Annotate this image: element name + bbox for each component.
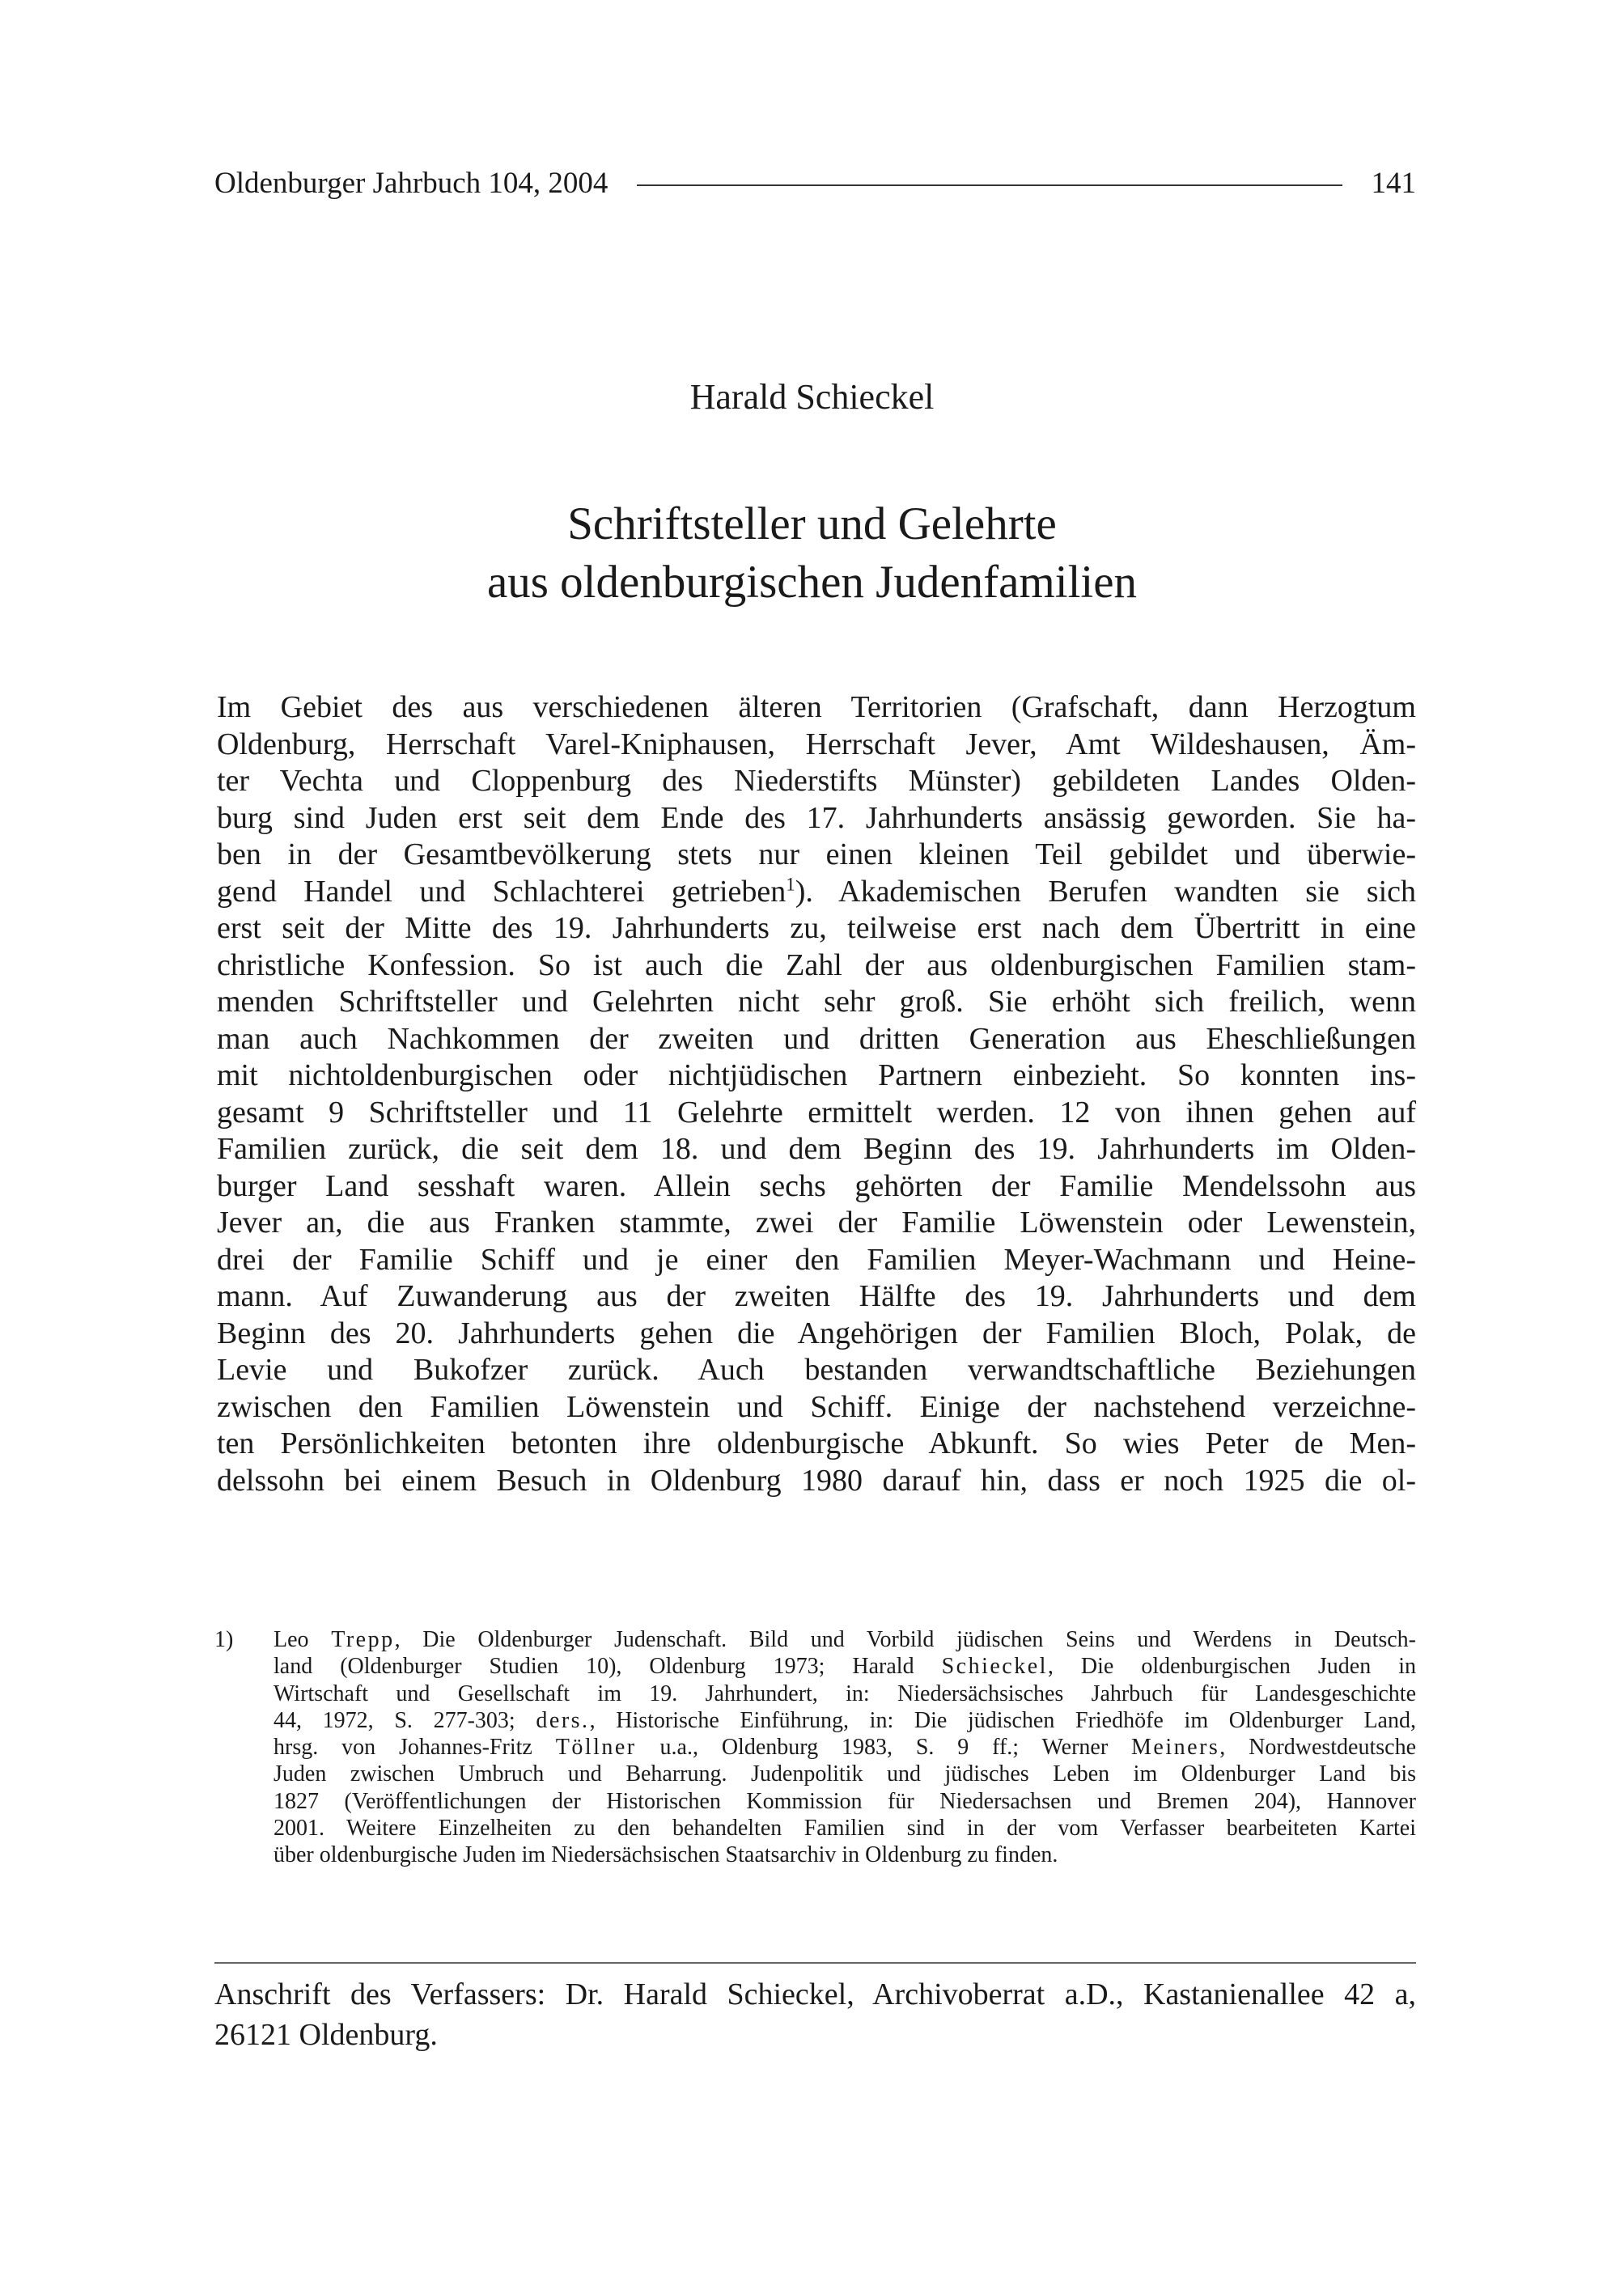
footnote-line: Wirtschaft und Gesellschaft im 19. Jahrhundert, in: Niedersächsisches Jahrbuch für Landesgeschichte bbox=[273, 1681, 1416, 1706]
article-title bbox=[0, 495, 1624, 612]
body-line: ter Vechta und Cloppenburg des Niederstifts Münster) gebildeten Landes Olden- bbox=[217, 764, 1416, 798]
address-line-1: Anschrift des Verfassers: Dr. Harald Schieckel, Archivoberrat a.D., Kastanienallee 42 a, bbox=[214, 1977, 1416, 2011]
body-line: erst seit der Mitte des 19. Jahrhunderts zu, teilweise erst nach dem Übertritt in eine bbox=[217, 911, 1416, 945]
body-line: zwischen den Familien Löwenstein und Schiff. Einige der nachstehend verzeichne- bbox=[217, 1389, 1416, 1424]
footnote-text: land (Oldenburger Studien 10), Oldenburg 1973; Harald bbox=[273, 1654, 942, 1680]
footnote-line: Juden zwischen Umbruch und Beharrung. Judenpolitik und jüdisches Leben im Oldenburger Land bis bbox=[273, 1761, 1416, 1787]
body-line: gesamt 9 Schriftsteller und 11 Gelehrte ermittelt werden. 12 von ihnen gehen auf bbox=[217, 1095, 1416, 1130]
header-rule bbox=[637, 184, 1342, 186]
body-line: christliche Konfession. So ist auch die Zahl der aus oldenburgischen Familien stam- bbox=[217, 947, 1416, 982]
footnote-line bbox=[273, 1653, 1416, 1680]
body-line: burger Land sesshaft waren. Allein sechs gehörten der Familie Mendelssohn aus bbox=[217, 1168, 1416, 1203]
address-line-2: 26121 Oldenburg. bbox=[214, 2018, 438, 2052]
body-line: mann. Auf Zuwanderung aus der zweiten Hälfte des 19. Jahrhunderts und dem bbox=[217, 1279, 1416, 1313]
footnote-number: 1) bbox=[214, 1627, 234, 1652]
body-line: ben in der Gesamtbevölkerung stets nur einen kleinen Teil gebildet und überwie- bbox=[217, 837, 1416, 871]
body-line: Oldenburg, Herrschaft Varel-Kniphausen, Herrschaft Jever, Amt Wildeshausen, Äm- bbox=[217, 727, 1416, 761]
body-line: Levie und Bukofzer zurück. Auch bestanden verwandtschaftliche Beziehungen bbox=[217, 1353, 1416, 1387]
footnote-text: 44, 1972, S. 277-303; bbox=[273, 1707, 536, 1733]
footnote-text: , Nordwestdeutsche bbox=[1219, 1735, 1417, 1761]
running-head bbox=[214, 166, 1416, 201]
footnote-line bbox=[273, 1707, 1416, 1734]
footnote-body bbox=[273, 1626, 1416, 1869]
body-line: Jever an, die aus Franken stammte, zwei der Familie Löwenstein oder Lewenstein, bbox=[217, 1206, 1416, 1240]
cited-author: Trepp bbox=[331, 1627, 395, 1652]
footnote-line: 1827 (Veröffentlichungen der Historischen Kommission für Niedersachsen und Bremen 204), Hannover bbox=[273, 1788, 1416, 1814]
cited-author: Meiners bbox=[1131, 1735, 1220, 1761]
footnote-text: , Die oldenburgischen Juden in bbox=[1047, 1654, 1416, 1680]
cited-author: Schieckel bbox=[941, 1654, 1048, 1680]
journal-title: Oldenburger Jahrbuch 104, 2004 bbox=[214, 167, 608, 200]
address-rule bbox=[214, 1962, 1416, 1964]
body-line: delssohn bei einem Besuch in Oldenburg 1980 darauf hin, dass er noch 1925 die ol- bbox=[217, 1463, 1416, 1498]
body-line: man auch Nachkommen der zweiten und dritten Generation aus Eheschließungen bbox=[217, 1021, 1416, 1056]
footnote-reference: 1 bbox=[786, 873, 795, 894]
title-line-2: aus oldenburgischen Judenfamilien bbox=[486, 557, 1138, 608]
body-text bbox=[217, 689, 1416, 1499]
body-line: mit nichtoldenburgischen oder nichtjüdischen Partnern einbezieht. So konnten ins- bbox=[217, 1058, 1416, 1092]
body-line: Beginn des 20. Jahrhunderts gehen die Angehörigen der Familien Bloch, Polak, de bbox=[217, 1316, 1416, 1350]
body-line: burg sind Juden erst seit dem Ende des 17. Jahrhunderts ansässig geworden. Sie ha- bbox=[217, 800, 1416, 835]
cited-author: ders. bbox=[536, 1707, 590, 1733]
footnote-line bbox=[273, 1734, 1416, 1761]
body-line: Familien zurück, die seit dem 18. und dem Beginn des 19. Jahrhunderts im Olden- bbox=[217, 1132, 1416, 1166]
footnote-line bbox=[273, 1626, 1416, 1653]
body-line: drei der Familie Schiff und je einer den Familien Meyer-Wachmann und Heine- bbox=[217, 1242, 1416, 1277]
body-line: Im Gebiet des aus verschiedenen älteren Territorien (Grafschaft, dann Herzogtum bbox=[217, 690, 1416, 724]
body-line: ten Persönlichkeiten betonten ihre oldenburgische Abkunft. So wies Peter de Men- bbox=[217, 1426, 1416, 1460]
footnote-text: , Die Oldenburger Judenschaft. Bild und Vorbild jüdischen Seins und Werdens in Deutsch- bbox=[394, 1627, 1416, 1652]
footnote-text: , Historische Einführung, in: Die jüdischen Friedhöfe im Oldenburger Land, bbox=[589, 1707, 1416, 1733]
footnote-text: hrsg. von Johannes-Fritz bbox=[273, 1735, 556, 1761]
footnote bbox=[214, 1626, 1416, 1869]
body-line: menden Schriftsteller und Gelehrten nicht sehr groß. Sie erhöht sich freilich, wenn bbox=[217, 985, 1416, 1019]
body-line-part: gend Handel und Schlachterei getrieben bbox=[217, 874, 787, 909]
title-line-1: Schriftsteller und Gelehrte bbox=[567, 498, 1057, 549]
body-line-part: ). Akademischen Berufen wandten sie sich bbox=[795, 874, 1416, 909]
footnote-line: über oldenburgische Juden im Niedersächsischen Staatsarchiv in Oldenburg zu finden. bbox=[273, 1842, 1058, 1868]
footnote-text: u.a., Oldenburg 1983, S. 9 ff.; Werner bbox=[636, 1735, 1132, 1761]
author-address bbox=[214, 1974, 1416, 2055]
footnote-line: 2001. Weitere Einzelheiten zu den behandelten Familien sind in der vom Verfasser bearbeiteten Kartei bbox=[273, 1816, 1416, 1842]
page-number: 141 bbox=[1371, 167, 1416, 200]
author-name: Harald Schieckel bbox=[689, 377, 935, 417]
cited-author: Töllner bbox=[555, 1735, 637, 1761]
body-line-with-footnote bbox=[217, 874, 1416, 911]
footnote-text: Leo bbox=[273, 1627, 332, 1652]
